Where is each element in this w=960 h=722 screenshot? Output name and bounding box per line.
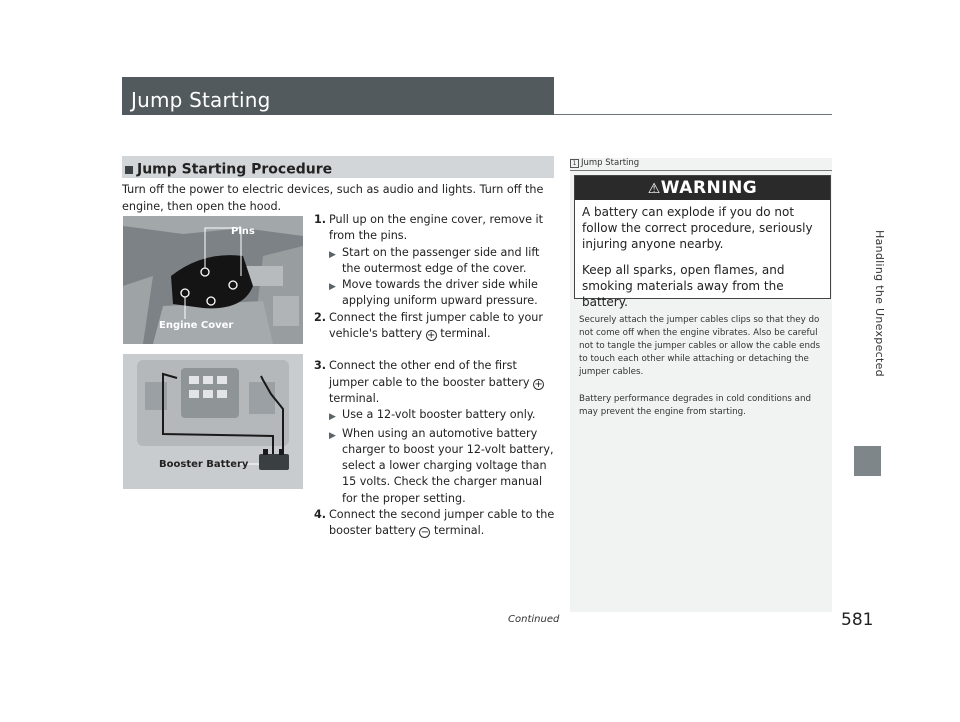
continued-label: Continued	[508, 614, 560, 625]
section-header	[122, 156, 554, 178]
page-title-bar	[122, 77, 554, 115]
sub-text: Use a 12-volt booster battery only.	[342, 408, 536, 422]
engine-cover-label: Engine Cover	[159, 320, 234, 331]
warning-text-1: A battery can explode if you do not follow the correct procedure, seriously injuring anyone nearby.	[582, 205, 813, 251]
plus-terminal-icon: +	[534, 378, 543, 390]
arrow-icon: ▶	[329, 412, 336, 423]
sub-text: Move towards the driver side while applying uniform upward pressure.	[342, 278, 538, 308]
step-1	[314, 212, 556, 245]
sub-text: When using an automotive battery charger to boost your 12-volt battery, select a lower charging voltage than 15 volts. Check the charger manual for the proper setting.	[342, 426, 554, 505]
page-title: Jump Starting	[131, 88, 271, 112]
steps-list	[314, 212, 556, 540]
info-header: 1 Jump Starting	[570, 158, 832, 171]
arrow-icon: ▶	[329, 430, 336, 441]
intro-text: Turn off the power to electric devices, such as audio and lights. Turn off the engine, then open the hood.	[122, 183, 544, 213]
info-paragraph-2: Battery performance degrades in cold conditions and may prevent the engine from starting.	[579, 394, 811, 417]
warning-text-2: Keep all sparks, open flames, and smoking materials away from the battery.	[582, 263, 785, 309]
step-text: Connect the second jumper cable to the booster battery − terminal.	[329, 508, 555, 539]
step-text: Connect the first jumper cable to your vehicle's battery + terminal.	[329, 310, 543, 342]
minus-terminal-icon: −	[420, 527, 430, 539]
step-3-sub-2	[329, 426, 556, 507]
step-4	[314, 507, 556, 540]
arrow-icon: ▶	[329, 282, 336, 293]
side-tab-marker	[854, 446, 881, 476]
title-rule	[554, 114, 832, 115]
warning-triangle-icon: ⚠	[647, 181, 661, 197]
plus-terminal-icon: +	[427, 330, 436, 342]
info-paragraph-1: Securely attach the jumper cables clips so that they do not come off when the engine vibrates. Also be careful not to tangle the jumper cables or allow the cable ends to touch each other while attaching or detaching the jumper cables.	[579, 315, 821, 377]
pins-label: Pins	[231, 226, 255, 237]
section-square-icon	[125, 166, 133, 174]
page-number: 581	[841, 610, 874, 630]
step-2	[314, 310, 556, 343]
step-number: 3.	[314, 359, 327, 373]
step-number: 1.	[314, 213, 327, 226]
step-3-sub-1	[329, 407, 556, 425]
section-title: Jump Starting Procedure	[137, 161, 333, 178]
booster-battery-image	[123, 354, 303, 489]
arrow-icon: ▶	[329, 249, 336, 260]
side-tab-label: Handling the Unexpected	[873, 230, 886, 377]
warning-box	[574, 175, 831, 309]
warning-title: ⚠WARNING	[575, 176, 830, 200]
sub-text: Start on the passenger side and lift the outermost edge of the cover.	[342, 245, 540, 275]
step-number: 4.	[314, 508, 327, 522]
step-text: Connect the other end of the first jumper cable to the booster battery + terminal.	[329, 359, 543, 405]
step-text: Pull up on the engine cover, remove it from the pins.	[329, 213, 544, 243]
step-1-sub-2	[329, 277, 556, 310]
step-1-sub-1	[329, 245, 556, 278]
step-3	[314, 358, 556, 407]
reference-mark-icon: 1	[570, 159, 579, 168]
step-number: 2.	[314, 310, 327, 324]
engine-cover-image	[123, 216, 303, 344]
booster-battery-label: Booster Battery	[159, 459, 249, 470]
